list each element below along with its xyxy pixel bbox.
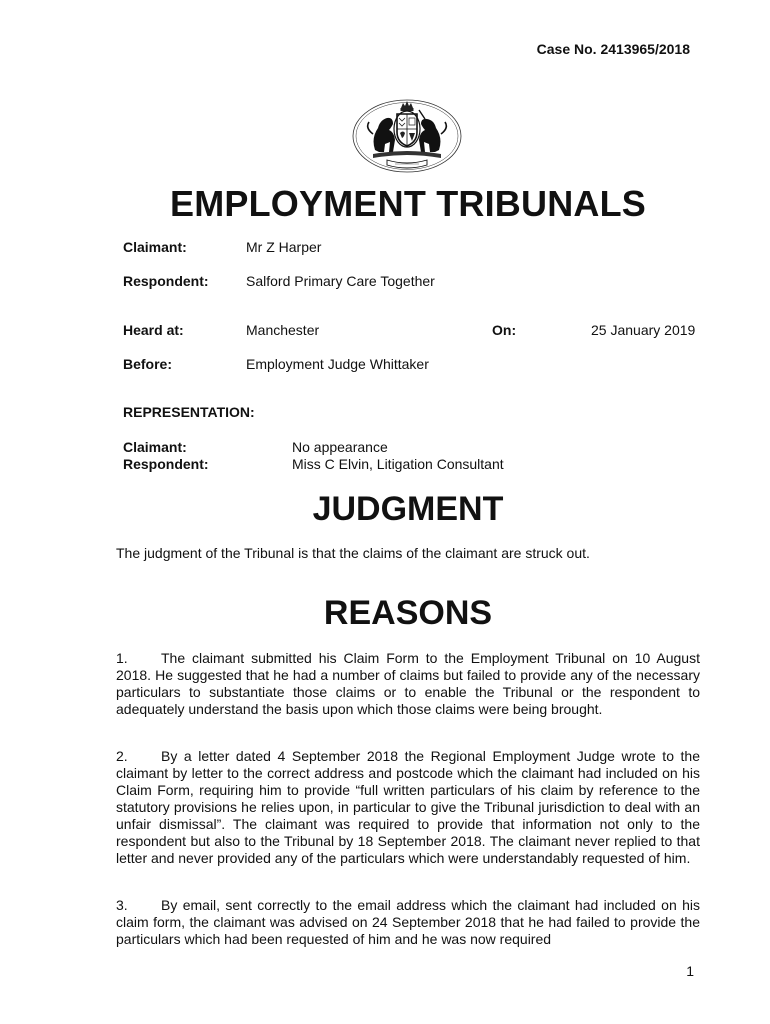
heard-at-label: Heard at:	[123, 322, 184, 338]
reason-paragraph	[116, 897, 700, 948]
judgment-heading: JUDGMENT	[312, 490, 504, 528]
royal-coat-of-arms-icon	[351, 98, 463, 174]
representation-respondent-value: Miss C Elvin, Litigation Consultant	[292, 456, 504, 472]
representation-claimant-value: No appearance	[292, 439, 388, 455]
before-value: Employment Judge Whittaker	[246, 356, 429, 372]
on-value: 25 January 2019	[591, 322, 696, 338]
reason-paragraph	[116, 650, 700, 718]
case-number: Case No. 2413965/2018	[536, 41, 690, 57]
on-label: On:	[492, 322, 517, 338]
paragraph-text: By email, sent correctly to the email address which the claimant had included on his claim form, the claimant was advised on 24 September 2018 that he had failed to provide the particulars which had been requested of him and he was now required	[116, 897, 700, 947]
before-label: Before:	[123, 356, 173, 372]
paragraph-text: By a letter dated 4 September 2018 the Regional Employment Judge wrote to the claimant by letter to the correct address and postcode which the claimant had included on his Claim Form, requiring him to provide “full written particulars of his claim by reference to the statutory provisions he relies upon, in particular to give the Tribunal jurisdiction to deal with an unfair dismissal”. The claimant was required to provide that information not only to the respondent but also to the Tribunal by 18 September 2018. The claimant never replied to that letter and never provided any of the particulars which were understandably requested of him.	[116, 748, 700, 866]
paragraph-number: 2.	[116, 748, 128, 764]
respondent-label: Respondent:	[123, 273, 209, 289]
respondent-value: Salford Primary Care Together	[246, 273, 435, 289]
paragraph-text: The claimant submitted his Claim Form to the Employment Tribunal on 10 August 2018. He suggested that he had a number of claims but failed to provide any of the necessary particulars to substantiate those claims or to enable the Tribunal or the respondent to adequately understand the basis upon which those claims were being brought.	[116, 650, 700, 717]
reasons-heading: REASONS	[323, 594, 493, 632]
reason-paragraph	[116, 748, 700, 867]
page-number: 1	[686, 963, 694, 979]
claimant-value: Mr Z Harper	[246, 239, 322, 255]
paragraph-number: 1.	[116, 650, 128, 666]
claimant-label: Claimant:	[123, 239, 187, 255]
heard-at-value: Manchester	[246, 322, 320, 338]
paragraph-number: 3.	[116, 897, 128, 913]
representation-claimant-label: Claimant:	[123, 439, 187, 455]
representation-respondent-label: Respondent:	[123, 456, 209, 472]
representation-heading: REPRESENTATION:	[123, 404, 255, 420]
document-title: EMPLOYMENT TRIBUNALS	[170, 183, 646, 224]
judgment-text: The judgment of the Tribunal is that the claims of the claimant are struck out.	[116, 545, 590, 561]
